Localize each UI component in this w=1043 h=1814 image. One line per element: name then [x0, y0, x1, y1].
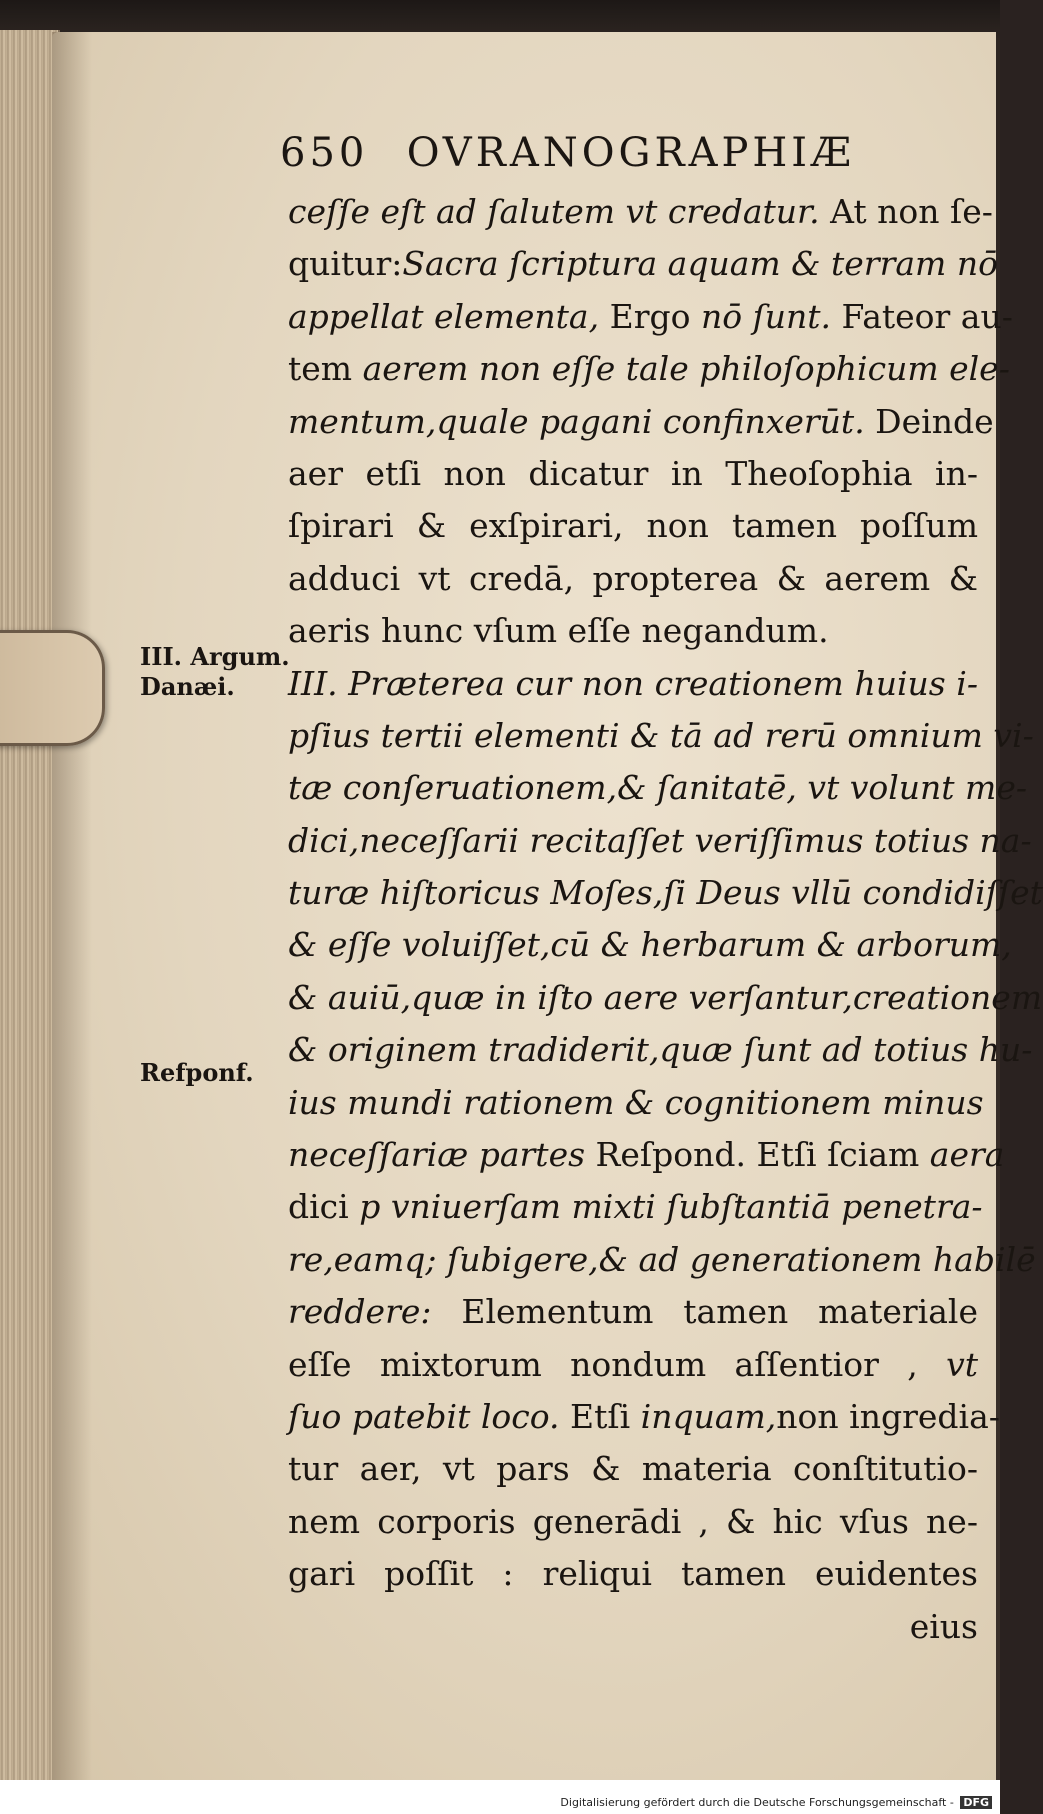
text-line — [288, 1181, 983, 1233]
italic-segment: aera — [929, 1135, 1005, 1175]
italic-segment: nō ſunt. — [700, 296, 832, 336]
roman-segment: non ingredia- — [776, 1396, 1000, 1436]
roman-segment: quitur: — [288, 244, 403, 284]
italic-segment: dici,neceſſarii recitaſſet veriſſimus totius na- — [288, 820, 1032, 860]
roman-segment: Etſi — [559, 1396, 641, 1436]
roman-segment: Fateor au- — [831, 296, 1013, 336]
italic-segment: ius mundi rationem & cognitionem minus — [288, 1082, 984, 1122]
text-line — [288, 1024, 1033, 1076]
text-line — [288, 500, 978, 552]
italic-segment: aerem non eſſe tale philoſophicum ele- — [362, 349, 1010, 389]
text-line — [288, 1077, 984, 1129]
text-line — [288, 1286, 978, 1338]
text-line — [288, 448, 978, 500]
text-line — [288, 1443, 978, 1495]
roman-segment: dici — [288, 1187, 360, 1227]
italic-segment: reddere: — [288, 1292, 432, 1332]
page-number: 650 — [280, 130, 369, 176]
text-line — [288, 972, 1043, 1024]
italic-segment: & originem tradiderit,quæ ſunt ad totius hu- — [288, 1030, 1033, 1070]
italic-segment: vt — [946, 1344, 978, 1384]
body-text — [288, 186, 1043, 1653]
roman-segment: At non ſe- — [819, 192, 993, 231]
italic-segment: re,eamq; ſubigere,& ad generationem habilē — [288, 1239, 1036, 1279]
text-line — [288, 1391, 1000, 1443]
credit-text: Digitalisierung gefördert durch die Deutsche Forschungsgemeinschaft - — [560, 1796, 954, 1809]
text-line — [288, 1601, 978, 1653]
roman-segment: gari poſſit : reliqui tamen euidentes — [288, 1554, 978, 1594]
text-line — [288, 605, 978, 657]
text-line — [288, 1339, 978, 1391]
book-page-edges — [0, 30, 60, 1780]
text-line — [288, 1234, 1036, 1286]
text-line — [288, 762, 1028, 814]
text-line — [288, 291, 1013, 343]
roman-segment: adduci vt credā, propterea & aerem & — [288, 558, 978, 598]
text-line — [288, 867, 1043, 919]
roman-segment: eius — [909, 1606, 978, 1646]
text-line — [288, 553, 978, 605]
roman-segment: Deinde — [864, 401, 994, 441]
margin-note-response: Refponf. — [140, 1058, 254, 1087]
italic-segment: tæ conſeruationem,& ſanitatē, vt volunt me- — [288, 768, 1028, 808]
italic-segment: ceſſe eſt ad ſalutem vt credatur. — [288, 192, 820, 231]
text-line — [288, 919, 1012, 971]
italic-segment: neceſſariæ partes — [288, 1135, 586, 1175]
digitization-credit — [560, 1796, 992, 1809]
italic-segment: turæ hiſtoricus Moſes,ſi Deus vllū condidiſſet — [288, 873, 1043, 913]
italic-segment: Sacra ſcriptura aquam & terram nō — [402, 244, 998, 284]
roman-segment: nem corporis generādi , & hic vſus ne- — [288, 1501, 978, 1541]
running-title: OVRANOGRAPHIÆ — [406, 130, 856, 176]
text-line — [288, 238, 998, 290]
page-clip — [0, 630, 105, 746]
text-line — [288, 815, 1032, 867]
dfg-logo: DFG — [960, 1796, 992, 1809]
text-line — [288, 658, 978, 710]
roman-segment: ſpirari & exſpirari, non tamen poſſum — [288, 506, 978, 546]
italic-segment: mentum,quale pagani confinxerūt. — [288, 401, 865, 441]
italic-segment: p vniuerſam mixti ſubſtantiā penetra- — [359, 1187, 983, 1227]
roman-segment: aeris hunc vſum eſſe negandum. — [288, 611, 829, 651]
italic-segment: & eſſe voluiſſet,cū & herbarum & arborum, — [288, 925, 1012, 965]
italic-segment: III. Præterea cur non creationem huius i- — [288, 663, 978, 703]
running-header — [280, 130, 920, 190]
text-line — [288, 1129, 1005, 1181]
margin-note-argument-line: Danæi. — [140, 672, 235, 701]
roman-segment: eſſe mixtorum nondum aſſentior , — [288, 1344, 947, 1384]
roman-segment: Elementum tamen materiale — [431, 1292, 978, 1332]
text-line — [288, 1548, 978, 1600]
italic-segment: & auiū,quæ in iſto aere verſantur,creationem — [288, 977, 1043, 1017]
roman-segment: Reſpond. Etſi ſciam — [585, 1135, 930, 1175]
roman-segment: aer etſi non dicatur in Theoſophia in- — [288, 453, 978, 493]
margin-note-argument-line: III. Argum. — [140, 642, 290, 671]
text-line — [288, 1496, 978, 1548]
text-line — [288, 343, 1010, 395]
gutter-shadow — [52, 32, 92, 1780]
roman-segment: Ergo — [599, 296, 701, 336]
italic-segment: ſuo patebit loco. — [288, 1396, 560, 1436]
margin-note-argument — [140, 642, 290, 702]
italic-segment: pſius tertii elementi & tā ad rerū omnium vi- — [288, 715, 1034, 755]
italic-segment: appellat elementa, — [288, 296, 600, 336]
text-line — [288, 186, 993, 238]
roman-segment: tur aer, vt pars & materia conſtitutio- — [288, 1449, 978, 1489]
italic-segment: inquam, — [640, 1396, 777, 1436]
roman-segment: tem — [288, 349, 363, 389]
text-line — [288, 396, 994, 448]
text-line — [288, 710, 1034, 762]
